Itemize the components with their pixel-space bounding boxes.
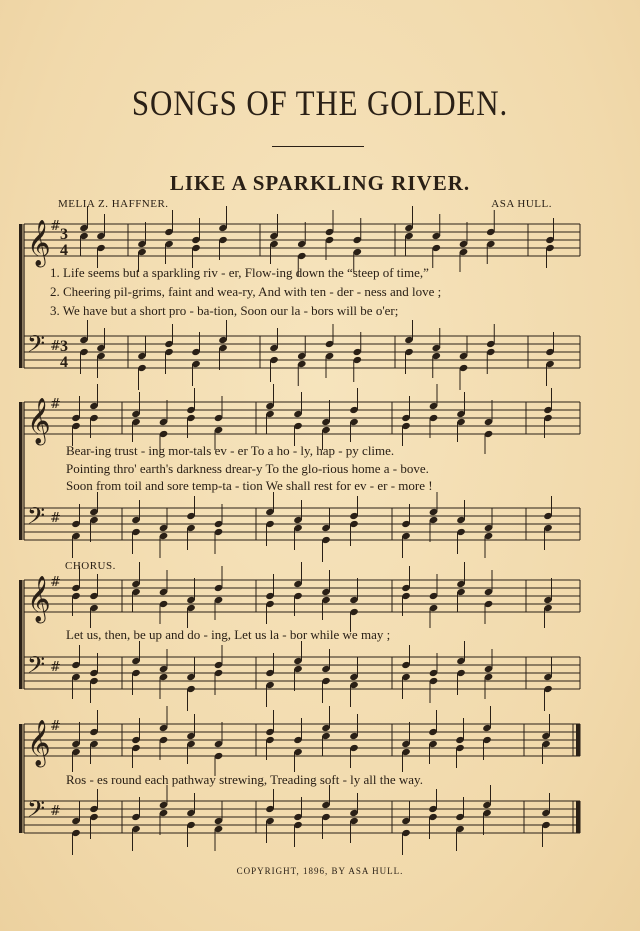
sharp-key-signature-icon: # — [50, 339, 61, 354]
composer-credit: ASA HULL. — [491, 198, 552, 210]
song-title: LIKE A SPARKLING RIVER. — [169, 171, 471, 195]
lyric-line-s1-v2: 2. Cheering pil-grims, faint and wea-ry, And with ten - der - ness and love ; — [50, 284, 442, 299]
sharp-key-signature-icon: # — [50, 511, 61, 526]
copyright-notice: COPYRIGHT, 1896, BY ASA HULL. — [236, 866, 404, 876]
treble-clef-icon: 𝄞 — [27, 220, 51, 266]
time-signature-bottom: 4 — [60, 242, 68, 259]
time-signature-bottom: 4 — [60, 354, 68, 371]
sharp-key-signature-icon: # — [50, 575, 61, 590]
lyric-line-s1-v1: 1. Life seems but a sparkling riv - er, Flow-ing down the “steep of time,” — [50, 265, 429, 280]
time-signature-top: 3 — [60, 338, 68, 355]
bass-clef-icon: 𝄢 — [27, 795, 46, 828]
treble-clef-icon: 𝄞 — [27, 576, 51, 622]
bass-clef-icon: 𝄢 — [27, 330, 46, 363]
treble-clef-icon: 𝄞 — [27, 398, 51, 444]
book-title: SONGS OF THE GOLDEN. — [131, 83, 509, 123]
bass-clef-icon: 𝄢 — [27, 651, 46, 684]
sharp-key-signature-icon: # — [50, 719, 61, 734]
lyric-line-s2-v3: Soon from toil and sore temp-ta - tion We shall rest for ev - er - more ! — [66, 478, 433, 493]
lyric-line-s4: Ros - es round each pathway strewing, Treading soft - ly all the way. — [66, 772, 423, 787]
author-credit: MELIA Z. HAFFNER. — [58, 198, 169, 210]
lyric-line-s2-v1: Bear-ing trust - ing mor-tals ev - er To a ho - ly, hap - py clime. — [66, 443, 395, 458]
sharp-key-signature-icon: # — [50, 804, 61, 819]
system-brace — [19, 224, 23, 368]
final-bar-line — [576, 801, 580, 833]
chorus-label: CHORUS. — [65, 560, 116, 572]
system-brace — [19, 402, 23, 540]
bass-clef-icon: 𝄢 — [27, 502, 46, 535]
time-signature-top: 3 — [60, 226, 68, 243]
system-brace — [19, 580, 23, 689]
lyric-line-s1-v3: 3. We have but a short pro - ba-tion, Soon our la - bors will be o'er; — [50, 303, 399, 318]
sharp-key-signature-icon: # — [50, 219, 61, 234]
sharp-key-signature-icon: # — [50, 660, 61, 675]
sharp-key-signature-icon: # — [50, 397, 61, 412]
system-brace — [19, 724, 23, 833]
final-bar-line — [576, 724, 580, 756]
lyric-line-s3: Let us, then, be up and do - ing, Let us la - bor while we may ; — [66, 627, 391, 642]
lyric-line-s2-v2: Pointing thro' earth's darkness drear-y To the glo-rious home a - bove. — [66, 461, 429, 476]
treble-clef-icon: 𝄞 — [27, 720, 51, 766]
